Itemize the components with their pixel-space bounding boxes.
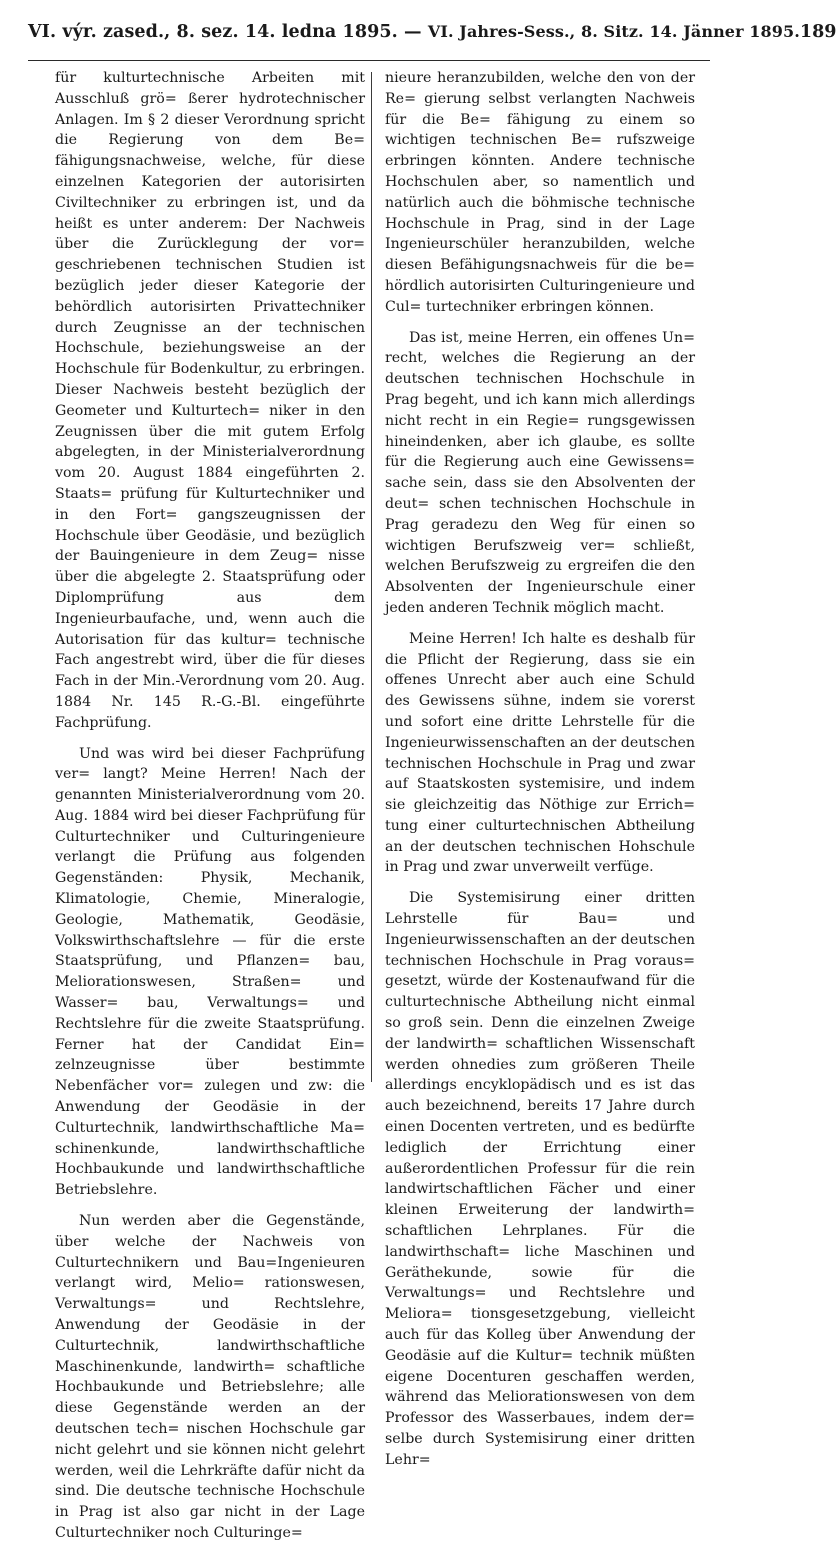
paragraph: nieure heranzubilden, welche den von der Re= gierung selbst verlangten Nachweis für die Be= fähigung zu einem so wichtigen technischen Be= rufszweige erbringen könnten. Andere technische Hochschulen aber, so namentlich und natürlich auch die böhmische technische Hochschule in Prag, sind in der Lage Ingenieurschüler heranzubilden, welche diesen Befähigungsnachweis für die be= hördlich autorisirten Culturingenieure und Cul= turtechniker erbringen können. xyxy=(385,70,695,315)
running-head xyxy=(28,22,800,42)
header-rule xyxy=(28,60,710,61)
column-divider xyxy=(371,72,372,1082)
running-head-german: VI. Jahres-Sess., 8. Sitz. 14. Jänner 1895. xyxy=(427,22,800,41)
left-column xyxy=(55,68,365,1544)
running-head-czech: VI. výr. zased., 8. sez. 14. ledna 1895. — xyxy=(28,22,422,42)
paragraph: Die Systemisirung einer dritten Lehrstelle für Bau= und Ingenieurwissenschaften an der deutschen technischen Hochschule in Prag voraus= gesetzt, würde der Kostenaufwand für die culturtechnische Abtheilung nicht einmal so groß sein. Denn die einzelnen Zweige der landwirth= schaftlichen Wissenschaft werden ohnedies zum größeren Theile allerdings encyklopädisch und es ist das auch bezeichnend, bereits 17 Jahre durch einen Docenten vertreten, und es bedürfte lediglich der Errichtung einer außerordentlichen Professur für die rein landwirtschaftlichen Fächer und einer kleinen Erweiterung der landwirth= schaftlichen Lehrplanes. Für die landwirthschaft= liche Maschinen und Geräthekunde, sowie für die Verwaltungs= und Rechtslehre und Meliora= tionsgesetzgebung, vielleicht auch für das Kolleg über Anwendung der Geodäsie auf die Kultur= technik müßten eigene Docenturen geschaffen werden, während das Meliorationswesen von dem Professor des Wasserbaues, indem der= selbe durch Systemisirung einer dritten Lehr= xyxy=(385,890,695,1468)
page-number: 189 xyxy=(799,22,836,42)
paragraph: Und was wird bei dieser Fachprüfung ver= langt? Meine Herren! Nach der genannten Ministerialverordnung vom 20. Aug. 1884 wird bei dieser Fachprüfung für Culturtechniker und Culturingenieure verlangt die Prüfung aus folgenden Gegenständen: Physik, Mechanik, Klimatologie, Chemie, Mineralogie, Geologie, Mathematik, Geodäsie, Volkswirthschaftslehre — für die erste Staatsprüfung, und Pflanzen= bau, Meliorationswesen, Straßen= und Wasser= bau, Verwaltungs= und Rechtslehre für die zweite Staatsprüfung. Ferner hat der Candidat Ein= zelnzeugnisse über bestimmte Nebenfächer vor= zulegen und zw: die Anwendung der Geodäsie in der Culturtechnik, landwirthschaftliche Ma= schinenkunde, landwirthschaftliche Hochbaukunde und landwirthschaftliche Betriebslehre. xyxy=(55,745,365,1199)
right-column xyxy=(385,68,695,1471)
paragraph: Nun werden aber die Gegenstände, über welche der Nachweis von Culturtechnikern und Bau=Ingenieuren verlangt wird, Melio= rationswesen, Verwaltungs= und Rechtslehre, Anwendung der Geodäsie in der Culturtechnik, landwirthschaftliche Maschinenkunde, landwirth= schaftliche Hochbaukunde und Betriebslehre; alle diese Gegenstände werden an der deutschen tech= nischen Hochschule gar nicht gelehrt und sie können nicht gelehrt werden, weil die Lehrkräfte dafür nicht da sind. Die deutsche technische Hochschule in Prag ist also gar nicht in der Lage Culturtechniker noch Culturinge= xyxy=(55,1213,365,1541)
paragraph: Das ist, meine Herren, ein offenes Un= recht, welches die Regierung an der deutschen technischen Hochschule in Prag begeht, und ich kann mich allerdings nicht recht in ein Regie= rungsgewissen hineindenken, aber ich glaube, es sollte für die Regierung auch eine Gewissens= sache sein, dass sie den Absolventen der deut= schen technischen Hochschule in Prag geradezu den Weg für einen so wichtigen Berufszweig ver= schließt, welchen Berufszweig zu ergreifen die den Absolventen der Ingenieurschule einer jeden anderen Technik möglich macht. xyxy=(385,329,695,616)
page-header xyxy=(28,22,836,48)
paragraph: für kulturtechnische Arbeiten mit Ausschluß grö= ßerer hydrotechnischer Anlagen. Im § 2 dieser Verordnung spricht die Regierung von dem Be= fähigungsnachweise, welche, für diese einzelnen Kategorien der autorisirten Civiltechniker zu erbringen ist, und da heißt es unter anderem: Der Nachweis über die Zurücklegung der vor= geschriebenen technischen Studien ist bezüglich jeder dieser Kategorie der behördlich autorisirten Privattechniker durch Zeugnisse an der technischen Hochschule, beziehungsweise an der Hochschule für Bodenkultur, zu erbringen. Dieser Nachweis besteht bezüglich der Geometer und Kulturtech= niker in den Zeugnissen über die mit gutem Erfolg abgelegten, in der Ministerialverordnung vom 20. August 1884 eingeführten 2. Staats= prüfung für Kulturtechniker und in den Fort= gangszeugnissen der Hochschule über Geodäsie, und bezüglich der Bauingenieure in dem Zeug= nisse über die abgelegte 2. Staatsprüfung oder Diplomprüfung aus dem Ingenieurbaufache, und, wenn auch die Autorisation für das kultur= technische Fach angestrebt wird, über die für dieses Fach in der Min.-Verordnung vom 20. Aug. 1884 Nr. 145 R.-G.-Bl. eingeführte Fachprüfung. xyxy=(55,70,365,731)
paragraph: Meine Herren! Ich halte es deshalb für die Pflicht der Regierung, dass sie ein offenes Unrecht aber auch eine Schuld des Gewissens sühne, indem sie vorerst und sofort eine dritte Lehrstelle für die Ingenieurwissenschaften an der deutschen technischen Hochschule in Prag und zwar auf Staatskosten systemisire, und indem sie gleichzeitig das Nöthige zur Errich= tung einer culturtechnischen Abtheilung an der deutschen technischen Hohschule in Prag und zwar unverweilt verfüge. xyxy=(385,630,695,876)
